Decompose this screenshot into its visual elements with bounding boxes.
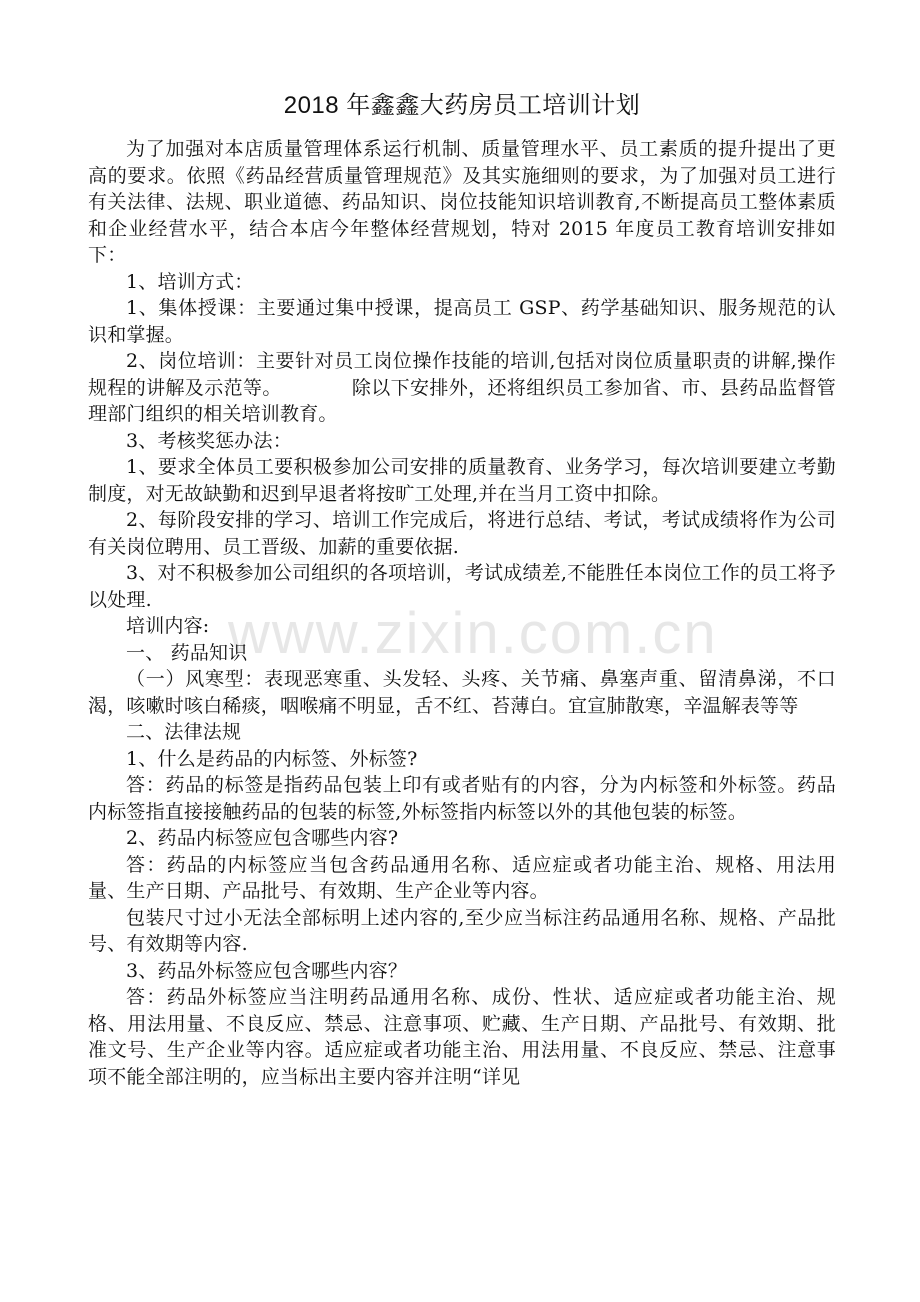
section-laws: 二、法律法规 — [126, 721, 242, 743]
watermark: www.zixin.com.cn — [228, 601, 718, 666]
paragraph-group-lectures: 1、集体授课：主要通过集中授课，提高员工 GSP、药学基础知识、服务规范的认识和掌握。 — [88, 297, 836, 346]
document-title: 2018 年鑫鑫大药房员工培训计划 — [283, 92, 641, 119]
answer-2: 答：药品的内标签应当包含药品通用名称、适应症或者功能主治、规格、用法用量、生产日期、产品批号、有效期、生产企业等内容。 — [88, 853, 836, 902]
paragraph-attendance: 1、要求全体员工要积极参加公司安排的质量教育、业务学习，每次培训要建立考勤制度，对无故缺勤和迟到早退者将按旷工处理,并在当月工资中扣除。 — [88, 456, 836, 505]
answer-2-note: 包装尺寸过小无法全部标明上述内容的,至少应当标注药品通用名称、规格、产品批号、有效期等内容. — [88, 906, 836, 955]
answer-1: 答：药品的标签是指药品包装上印有或者贴有的内容，分为内标签和外标签。药品内标签指直接接触药品的包装的标签,外标签指内标签以外的其他包装的标签。 — [88, 774, 836, 823]
section-training-content: 培训内容: — [126, 615, 210, 637]
answer-3: 答：药品外标签应当注明药品通用名称、成份、性状、适应症或者功能主治、规格、用法用量、不良反应、禁忌、注意事项、贮藏、生产日期、产品批号、有效期、批准文号、生产企业等内容。适应症或者功能主治、用法用量、不良反应、禁忌、注意事项不能全部注明的，应当标出主要内容并注明“详见 — [88, 986, 836, 1088]
section-assessment: 3、考核奖惩办法： — [126, 429, 292, 452]
paragraph-exams: 2、每阶段安排的学习、培训工作完成后，将进行总结、考试，考试成绩将作为公司有关岗位聘用、员工晋级、加薪的重要依据. — [88, 509, 836, 558]
question-2: 2、药品内标签应包含哪些内容? — [126, 827, 399, 849]
question-1: 1、什么是药品的内标签、外标签? — [126, 747, 418, 770]
paragraph-job-training — [88, 348, 836, 428]
paragraph-penalties: 3、对不积极参加公司组织的各项培训，考试成绩差,不能胜任本岗位工作的员工将予以处理. — [88, 562, 836, 611]
intro-paragraph: 为了加强对本店质量管理体系运行机制、质量管理水平、员工素质的提升提出了更高的要求。依照《药品经营质量管理规范》及其实施细则的要求，为了加强对员工进行有关法律、法规、职业道德、药品知识、岗位技能知识培训教育,不断提高员工整体素质和企业经营水平，结合本店今年整体经营规划，特对 2015 年度员工教育培训安排如下： — [88, 138, 836, 266]
section-training-methods: 1、培训方式： — [126, 270, 254, 293]
document-page — [88, 86, 836, 1090]
paragraph-wind-cold: （一）风寒型：表现恶寒重、头发轻、头疼、关节痛、鼻塞声重、留清鼻涕，不口渴，咳嗽时咳白稀痰，咽喉痛不明显，舌不红、苔薄白。宜宣肺散寒，辛温解表等等 — [88, 668, 836, 717]
section-drug-knowledge: 一、 药品知识 — [126, 641, 248, 664]
job-training-text: 2、岗位培训：主要针对员工岗位操作技能的培训,包括对岗位质量职责的讲解,操作规程的讲解及示范等。 — [88, 350, 836, 399]
question-3: 3、药品外标签应包含哪些内容？ — [126, 959, 408, 982]
job-training-extra: 除以下安排外，还将组织员工参加省、市、县药品监督管理部门组织的相关培训教育。 — [88, 376, 836, 425]
